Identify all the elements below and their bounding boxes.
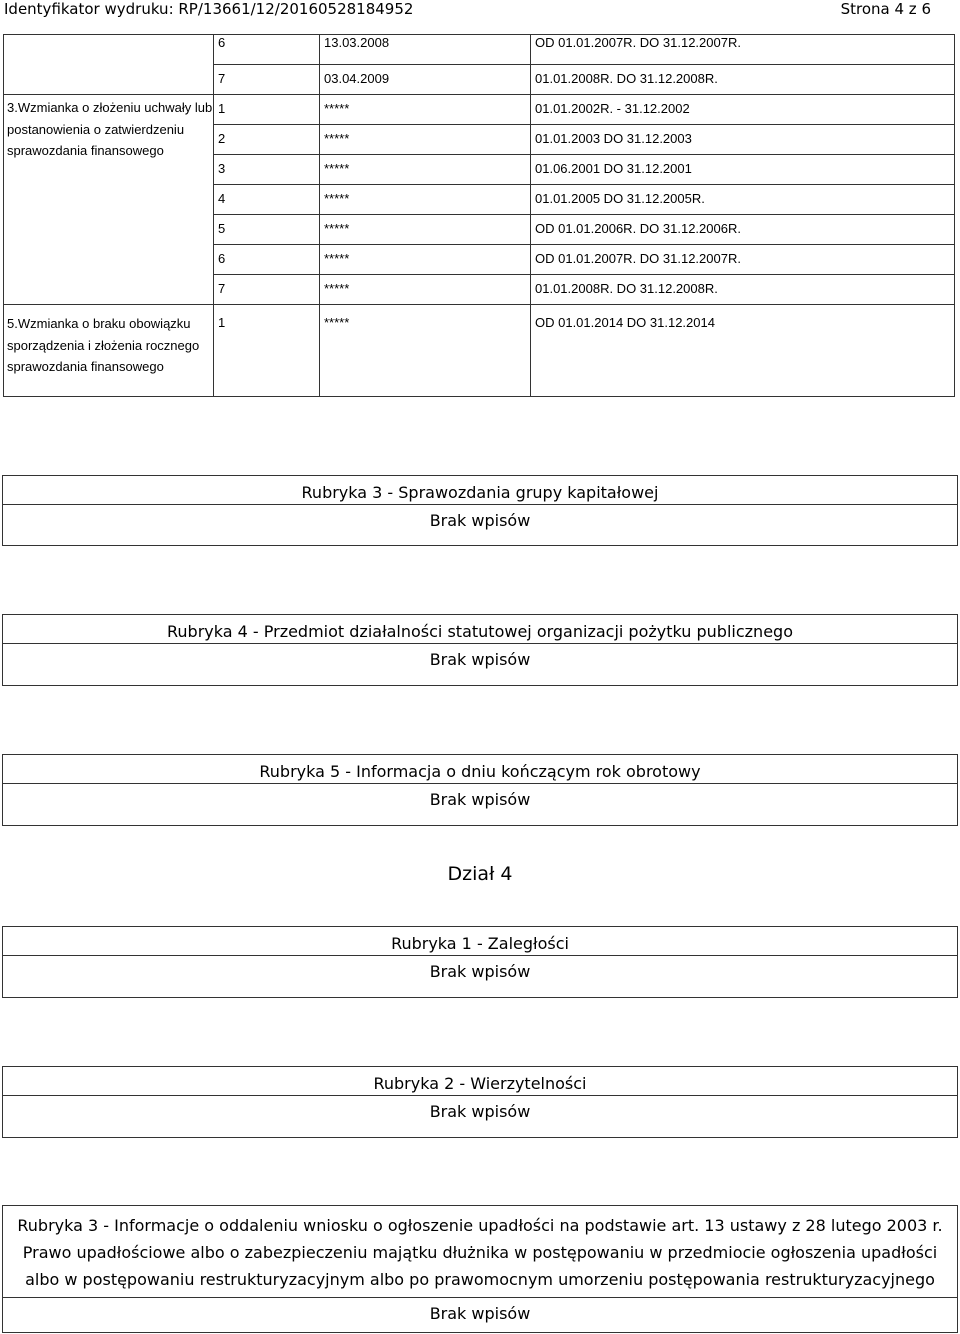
section-content: Brak wpisów: [429, 962, 531, 981]
section-content: Brak wpisów: [429, 650, 531, 669]
register-table: [3, 34, 955, 397]
row-value: *****: [320, 215, 531, 245]
row-value: *****: [320, 95, 531, 125]
row-value: *****: [320, 245, 531, 275]
row-value: 13.03.2008: [320, 35, 531, 65]
section-content: Brak wpisów: [429, 1102, 531, 1121]
row-number: 4: [214, 185, 320, 215]
row-period: 01.06.2001 DO 31.12.2001: [531, 155, 955, 185]
row-number: 1: [214, 95, 320, 125]
row-value: *****: [320, 275, 531, 305]
section-content: Brak wpisów: [429, 790, 531, 809]
section-cell: [4, 35, 214, 65]
print-identifier: Identyfikator wydruku: RP/13661/12/20160528184952: [4, 0, 414, 18]
row-number: 7: [214, 275, 320, 305]
table-row: [4, 95, 955, 125]
row-period: OD 01.01.2007R. DO 31.12.2007R.: [531, 35, 955, 65]
row-period: 01.01.2008R. DO 31.12.2008R.: [531, 275, 955, 305]
section-box: [2, 754, 958, 826]
dzial-heading: Dział 4: [447, 863, 513, 885]
row-period: OD 01.01.2006R. DO 31.12.2006R.: [531, 215, 955, 245]
row-number: 1: [214, 305, 320, 397]
page-header: [0, 0, 960, 22]
row-number: 2: [214, 125, 320, 155]
row-value: *****: [320, 125, 531, 155]
section-label: 5.Wzmianka o braku obowiązku sporządzenia i złożenia rocznego sprawozdania finansowego: [4, 305, 214, 397]
row-period: 01.01.2003 DO 31.12.2003: [531, 125, 955, 155]
row-number: 6: [214, 245, 320, 275]
section-cell: [4, 65, 214, 95]
row-period: OD 01.01.2014 DO 31.12.2014: [531, 305, 955, 397]
section-box: [2, 475, 958, 546]
row-value: *****: [320, 155, 531, 185]
table-row: [4, 305, 955, 397]
section-box: [2, 926, 958, 998]
section-title: Rubryka 1 - Zaległości: [3, 927, 957, 956]
section-title: Rubryka 3 - Sprawozdania grupy kapitałowej: [3, 476, 957, 505]
section-box: [2, 614, 958, 686]
section-content: Brak wpisów: [429, 1304, 531, 1323]
section-box: [2, 1066, 958, 1138]
section-title: Rubryka 3 - Informacje o oddaleniu wniosku o ogłoszenie upadłości na podstawie art. 13 ustawy z 28 lutego 2003 r. Prawo upadłościowe albo o zabezpieczeniu majątku dłużnika w postępowaniu w przedmiocie ogłoszenia upadłości albo w postępowaniu restrukturyzacyjnym albo po prawomocnym umorzeniu postępowania restrukturyzacyjnego: [3, 1206, 957, 1298]
table-row: [4, 65, 955, 95]
page-number: Strona 4 z 6: [840, 0, 931, 18]
section-label: 3.Wzmianka o złożeniu uchwały lub postanowienia o zatwierdzeniu sprawozdania finansowego: [4, 95, 214, 305]
row-number: 7: [214, 65, 320, 95]
row-period: 01.01.2008R. DO 31.12.2008R.: [531, 65, 955, 95]
section-title: Rubryka 4 - Przedmiot działalności statutowej organizacji pożytku publicznego: [3, 615, 957, 644]
section-content: Brak wpisów: [429, 511, 531, 530]
row-period: OD 01.01.2007R. DO 31.12.2007R.: [531, 245, 955, 275]
row-number: 5: [214, 215, 320, 245]
row-value: *****: [320, 305, 531, 397]
section-title: Rubryka 5 - Informacja o dniu kończącym rok obrotowy: [3, 755, 957, 784]
row-number: 3: [214, 155, 320, 185]
table-row: [4, 35, 955, 65]
section-box: [2, 1205, 958, 1333]
row-period: 01.01.2002R. - 31.12.2002: [531, 95, 955, 125]
row-value: 03.04.2009: [320, 65, 531, 95]
row-value: *****: [320, 185, 531, 215]
row-period: 01.01.2005 DO 31.12.2005R.: [531, 185, 955, 215]
section-title: Rubryka 2 - Wierzytelności: [3, 1067, 957, 1096]
row-number: 6: [214, 35, 320, 65]
